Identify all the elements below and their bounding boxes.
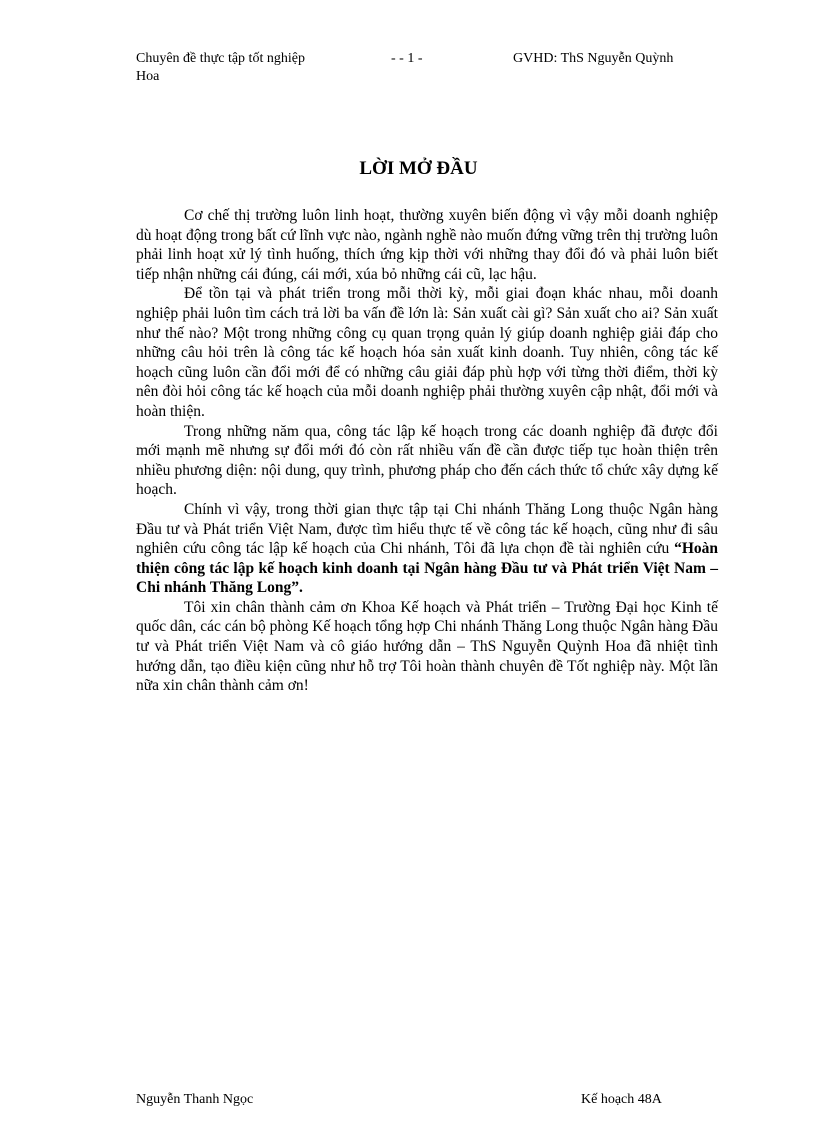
page-header <box>136 50 701 86</box>
paragraph-4-text: Chính vì vậy, trong thời gian thực tập tại Chi nhánh Thăng Long thuộc Ngân hàng Đầu tư và Phát triển Việt Nam, được tìm hiểu thực tế về công tác kế hoạch, cũng như đi sâu nghiên cứu công tác lập kế hoạch của Chi nhánh, Tôi đã lựa chọn đề tài nghiên cứu <box>136 500 718 558</box>
thesis-title: “Hoàn thiện công tác lập kế hoạch kinh doanh tại Ngân hàng Đầu tư và Phát triển Việt Nam – Chi nhánh Thăng Long”. <box>136 540 718 597</box>
paragraph-1: Cơ chế thị trường luôn linh hoạt, thường xuyên biến động vì vậy mỗi doanh nghiệp dù hoạt động trong bất cứ lĩnh vực nào, ngành nghề nào muốn đứng vững trên thị trường luôn phải linh hoạt xử lý tình huống, thích ứng kịp thời với những thay đổi đó và phải luôn biết tiếp nhận những cái đúng, cái mới, xúa bỏ những cái cũ, lạc hậu. <box>136 207 718 283</box>
footer-author: Nguyễn Thanh Ngọc <box>136 1092 254 1107</box>
paragraph-3: Trong những năm qua, công tác lập kế hoạch trong các doanh nghiệp đã được đổi mới mạnh mẽ nhưng sự đổi mới đó còn rất nhiều vấn đề cần được tiếp tục hoàn thiện trên nhiều phương diện: nội dung, quy trình, phương pháp cho đến cách thức tổ chức xây dựng kế hoạch. <box>136 422 718 499</box>
page-number: - - 1 - <box>391 51 423 66</box>
footer-class: Kế hoạch 48A <box>581 1092 662 1107</box>
page-title: LỜI MỞ ĐẦU <box>359 158 478 179</box>
header-left-text: Chuyên đề thực tập tốt nghiệp <box>136 51 305 66</box>
paragraph-5: Tôi xin chân thành cảm ơn Khoa Kế hoạch và Phát triển – Trường Đại học Kinh tế quốc dân, các cán bộ phòng Kế hoạch tổng hợp Chi nhánh Thăng Long thuộc Ngân hàng Đầu tư và Phát triển Việt Nam và cô giáo hướng dẫn – ThS Nguyễn Quỳnh Hoa đã nhiệt tình hướng dẫn, tạo điều kiện cũng như hỗ trợ Tôi hoàn thành chuyên đề Tốt nghiệp này. Một lần nữa xin chân thành cảm ơn! <box>136 598 718 695</box>
paragraph-4 <box>136 500 718 598</box>
header-wrap-text: Hoa <box>136 69 160 84</box>
paragraph-2: Để tồn tại và phát triển trong mỗi thời kỳ, mỗi giai đoạn khác nhau, mỗi doanh nghiệp phải luôn tìm cách trả lời ba vấn đề lớn là: Sản xuất cài gì? Sản xuất cho ai? Sản xuất như thế nào? Một trong những công cụ quan trọng quản lý giúp doanh nghiệp giải đáp cho những câu hỏi trên là công tác kế hoạch hóa sản xuất kinh doanh. Tuy nhiên, công tác kế hoạch cũng luôn cần đổi mới để có những câu giải đáp phù hợp với từng thời điểm, thời kỳ nên đòi hỏi công tác kế hoạch của mỗi doanh nghiệp phải thường xuyên cập nhật, đổi mới và hoàn thiện. <box>136 285 718 420</box>
header-right-text: GVHD: ThS Nguyễn Quỳnh <box>513 51 674 66</box>
document-body <box>136 206 718 696</box>
